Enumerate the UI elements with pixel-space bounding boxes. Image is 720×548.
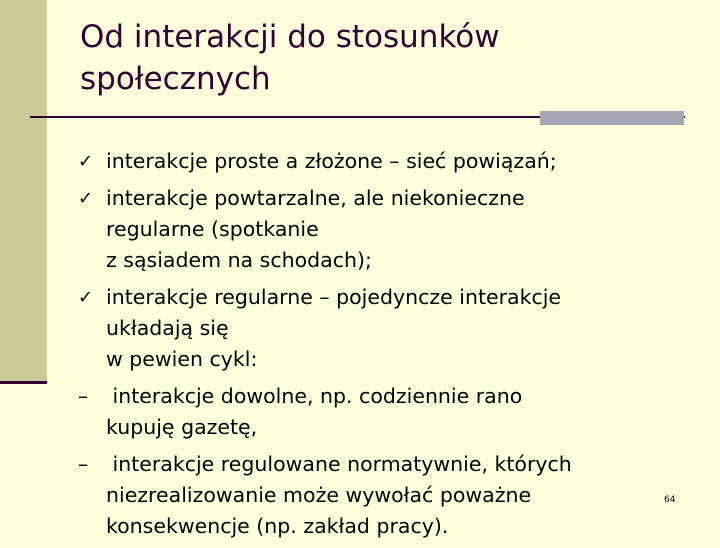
checkmark-icon: ✓	[78, 151, 94, 172]
list-item-text: interakcje proste a złożone – sieć powiązań;	[106, 149, 557, 173]
list-item-text: regularne (spotkanie	[106, 217, 319, 241]
list-item	[75, 183, 675, 276]
list-item-text: niezrealizowanie może wywołać poważne	[106, 483, 532, 507]
list-item	[75, 146, 675, 177]
title-line: społecznych	[80, 61, 271, 97]
list-item-text: w pewien cykl:	[106, 347, 258, 371]
list-item	[75, 282, 675, 375]
title-line: Od interakcji do stosunków	[80, 19, 500, 55]
list-item-text: układają się	[106, 316, 229, 340]
slide-title	[80, 16, 680, 100]
dash-marker: –	[78, 452, 89, 476]
list-item-text: interakcje regularne – pojedyncze interakcje	[106, 285, 562, 309]
list-item-text: interakcje powtarzalne, ale niekonieczne	[106, 186, 525, 210]
page-number: 64	[664, 495, 676, 505]
list-item	[75, 449, 675, 542]
list-item	[75, 381, 675, 443]
dash-marker: –	[78, 384, 89, 408]
left-decorative-bar	[0, 0, 47, 383]
left-bar-underline	[0, 381, 47, 384]
list-item-text: interakcje dowolne, np. codziennie rano	[106, 384, 523, 408]
list-item-text: kupuję gazetę,	[106, 415, 258, 439]
list-item-text: z sąsiadem na schodach);	[106, 248, 372, 272]
title-accent-bar	[540, 111, 684, 125]
list-item-text: konsekwencje (np. zakład pracy).	[106, 514, 449, 538]
list-item-text: interakcje regulowane normatywnie, których	[106, 452, 572, 476]
checkmark-icon: ✓	[78, 188, 94, 209]
checkmark-icon: ✓	[78, 287, 94, 308]
slide-content	[75, 146, 675, 548]
